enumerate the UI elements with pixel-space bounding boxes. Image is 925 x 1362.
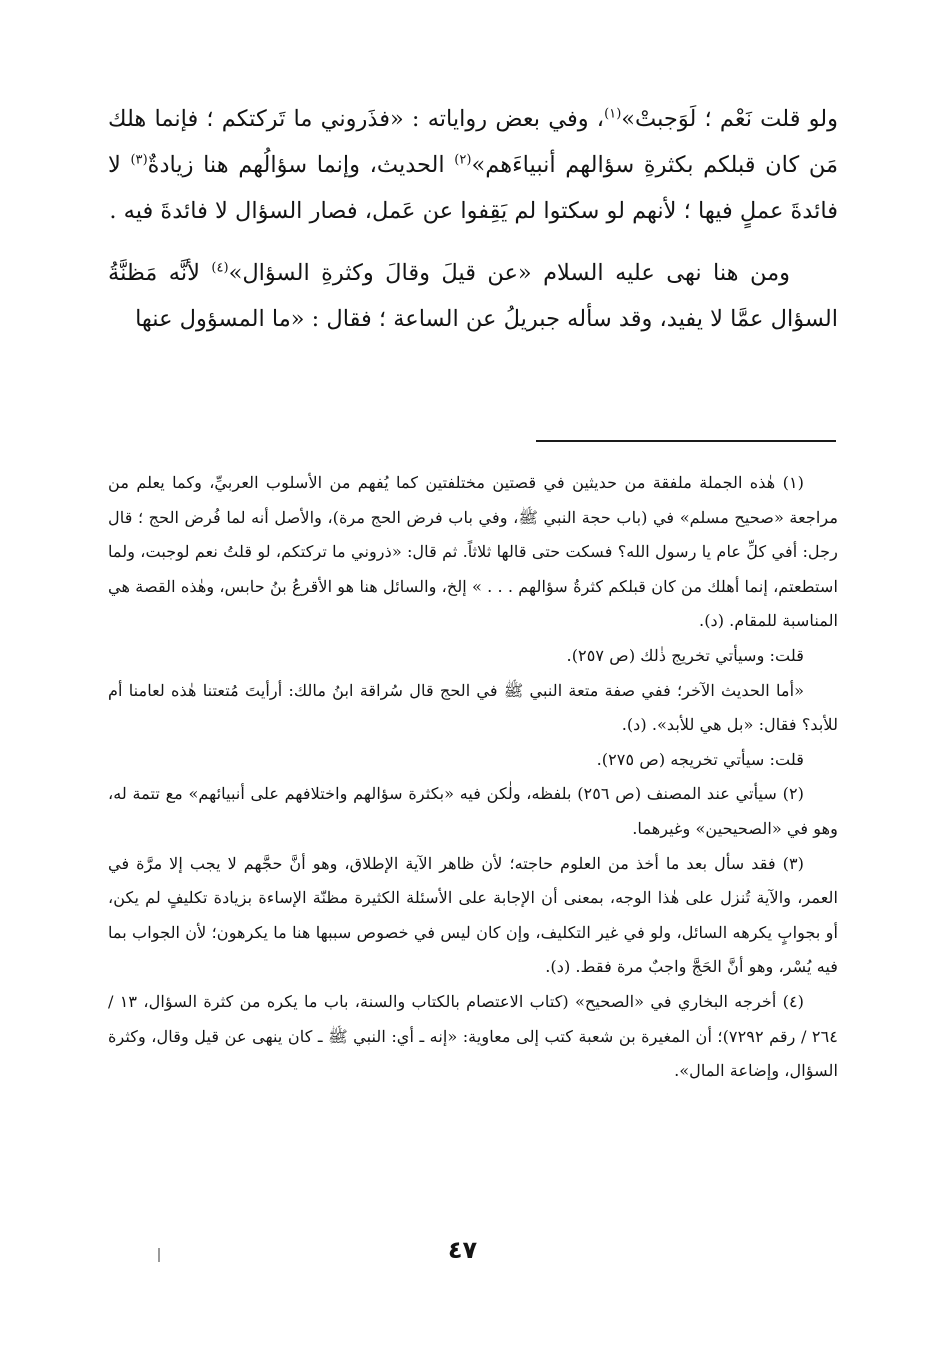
footnote-1: (١) هٰذه الجملة ملفقة من حديثين في قصتين مختلفتين كما يُفهم من الأسلوب العربيِّ، وكما يعلم من مراجعة «صحيح مسلم» في (باب حجة النبي ﷺ، وفي باب فرض الحج مرة)، والأصل أنه لما فُرض الحج ؛ قال رجل: أفي كلِّ عام يا رسول الله؟ فسكت حتى قالها ثلاثاً. ثم قال: «ذروني ما تركتكم، لو قلتُ نعم لوجبت، ولما استطعتم، إنما أهلك من كان قبلكم كثرةُ سؤالهم . . . » إلخ، والسائل هنا هو الأقرعُ بنُ حابس، وهٰذه القصة هي المناسبة للمقام. (د). bbox=[108, 473, 838, 631]
main-text bbox=[108, 96, 838, 342]
footnote-2: (٢) سيأتي عند المصنف (ص ٢٥٦) بلفظه، ولٰكن فيه «بكثرة سؤالهم واختلافهم على أنبيائهم» مع تتمة له، وهو في «الصحيحين» وغيرهما. bbox=[108, 784, 838, 838]
footnote-ref-3[interactable]: (٣) bbox=[130, 152, 148, 168]
footnotes bbox=[108, 466, 838, 1089]
footnote-ref-4[interactable]: (٤) bbox=[211, 260, 229, 276]
main-paragraph-1 bbox=[108, 96, 838, 234]
footnote-1-comment: قلت: وسيأتي تخريج ذٰلك (ص ٢٥٧). bbox=[566, 645, 804, 665]
footnote-4: (٤) أخرجه البخاري في «الصحيح» (كتاب الاعتصام بالكتاب والسنة، باب ما يكره من كثرة السؤال، ١٣ / ٢٦٤ / رقم ٧٢٩٢)؛ أن المغيرة بن شعبة كتب إلى معاوية: «إنه ـ أي: النبي ﷺ ـ كان ينهى عن قيل وقال، وكثرة السؤال، وإضاعة المال». bbox=[108, 991, 838, 1081]
footnote-1-continued: «أما الحديث الآخر؛ ففي صفة متعة النبي ﷺ في الحج قال سُراقة ابنُ مالك: أرأيتَ مُتعتنا هٰذه لعامنا أم للأبد؟ فقال: «بل هي للأبد». (د). bbox=[108, 680, 838, 735]
text-run: لا فائدةَ عملٍ فيها ؛ لأنهم لو سكتوا لم يَقِفوا عن عَمل، فصار السؤال لا فائدةَ فيه . bbox=[108, 152, 838, 224]
page-number: ٤٧ bbox=[447, 1236, 478, 1264]
text-run: لأنَّه مَظنَّةُ السؤال عمَّا لا يفيد، وقد سأله جبريلُ عن الساعة ؛ فقال : «ما المسؤول عنها bbox=[108, 260, 838, 332]
footnote-3: (٣) فقد سأل بعد ما أخذ من العلوم حاجته؛ لأن ظاهر الآية الإطلاق، وهو أنَّ حجَّهم لا يجب إلا مرَّة في العمر، والآية تُنزل على هٰذا الوجه، بمعنى أن الإجابة على الأسئلة الكثيرة مظنّة الإساءة بزيادة تكليفٍ لم يكن، أو بجوابٍ يكرهه السائل، ولو في غير التكليف، وإن كان ليس في خصوص سببها هنا ما يكرهون؛ لأن الجواب بما فيه يُسْر، وهو أنَّ الحَجَّ واجبٌ مرة فقط. (د). bbox=[108, 853, 838, 977]
text-run: ومن هنا نهى عليه السلام «عن قيلَ وقالَ وكثرةِ السؤال» bbox=[228, 260, 790, 286]
text-run: ، وفي بعض رواياته : «فذَروني ما تَركتكم ؛ فإنما هلك مَن كان قبلكم بكثرةِ سؤالهم أنبياءَهم» bbox=[108, 106, 839, 178]
footnote-separator bbox=[536, 440, 836, 442]
footnote-1-comment-2: قلت: سيأتي تخريجه (ص ٢٧٥). bbox=[596, 749, 804, 769]
footnote-ref-2[interactable]: (٢) bbox=[454, 152, 472, 168]
text-run: ولو قلت نَعْم ؛ لَوَجبتْ» bbox=[621, 106, 839, 132]
text-run: الحديث، وإنما سؤالُهم هنا زيادةٌ bbox=[147, 152, 455, 178]
scan-mark bbox=[158, 1248, 160, 1262]
footnote-ref-1[interactable]: (١) bbox=[604, 106, 622, 122]
main-paragraph-2 bbox=[108, 250, 838, 342]
